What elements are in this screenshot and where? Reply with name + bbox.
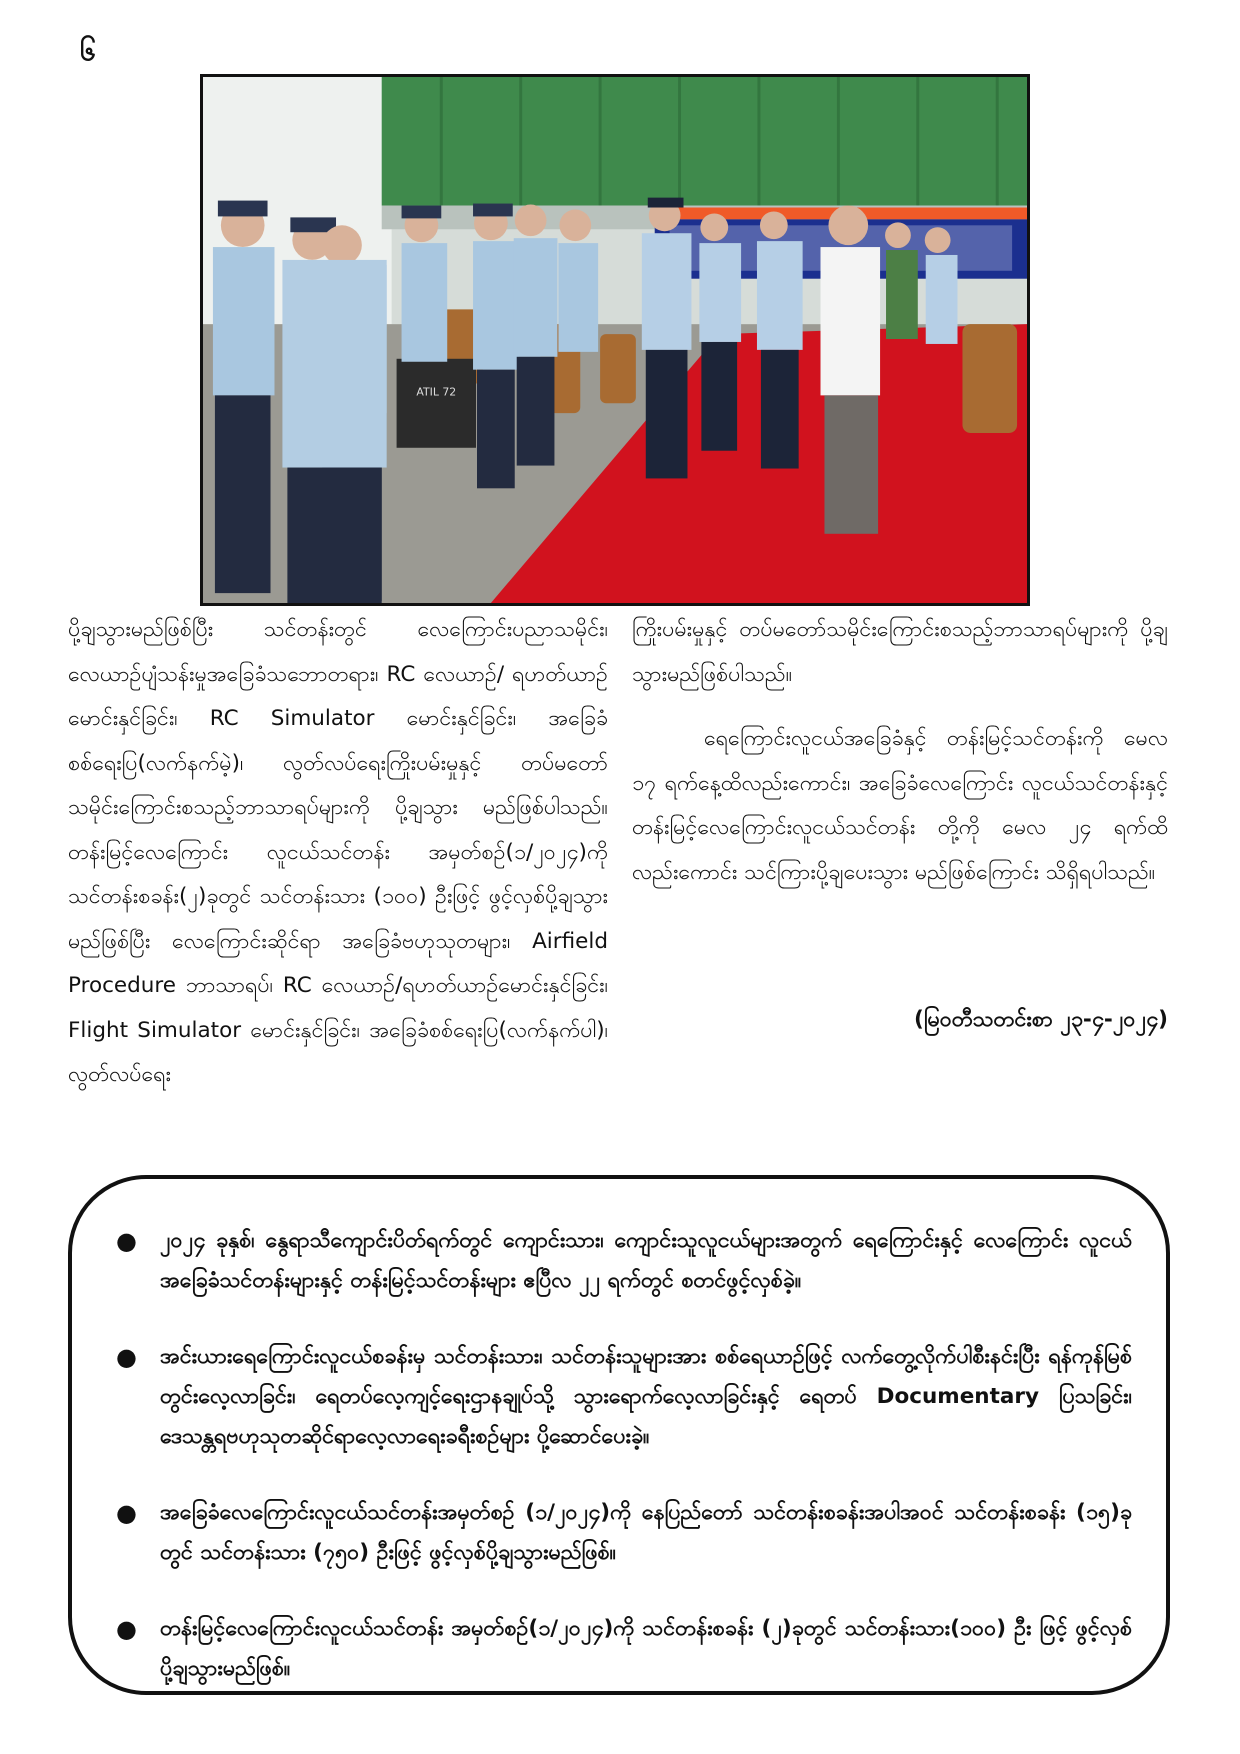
article-left-column bbox=[68, 608, 608, 1133]
ceremony-photo-illustration bbox=[203, 77, 1027, 603]
article-right-column bbox=[632, 608, 1168, 895]
summary-item bbox=[112, 1609, 1132, 1689]
chair-back-label: ATIL 72 bbox=[416, 385, 457, 399]
bullet-icon: ● bbox=[116, 1227, 137, 1255]
article-paragraph-continued: ကြိုးပမ်းမှုနှင့် တပ်မတော်သမိုင်းကြောင်းစသည့်ဘာသာရပ်များကို ပို့ချသွားမည်ဖြစ်ပါသည်။ bbox=[632, 617, 1168, 687]
summary-item-text: ၂၀၂၄ ခုနှစ်၊ နွေရာသီကျောင်းပိတ်ရက်တွင် ကျောင်းသား၊ ကျောင်းသူလူငယ်များအတွက် ရေကြောင်းနှင့် လေကြောင်း လူငယ်အခြေခံသင်တန်းများနှင့် တန်းမြင့်သင်တန်းများ ဧပြီလ ၂၂ ရက်တွင် စတင်ဖွင့်လှစ်ခဲ့။ bbox=[160, 1228, 1132, 1293]
summary-item bbox=[112, 1221, 1132, 1301]
news-photo bbox=[200, 74, 1030, 606]
summary-item-text: တန်းမြင့်လေကြောင်းလူငယ်သင်တန်း အမှတ်စဉ်(၁/၂၀၂၄)ကို သင်တန်းစခန်း (၂)ခုတွင် သင်တန်းသား(၁၀၀) ဦး ဖြင့် ဖွင့်လှစ်ပို့ချသွားမည်ဖြစ်။ bbox=[160, 1616, 1132, 1681]
summary-box bbox=[68, 1175, 1170, 1695]
article-paragraph: ပို့ချသွားမည်ဖြစ်ပြီး သင်တန်းတွင် လေကြောင်းပညာသမိုင်း၊ လေယာဉ်ပျံသန်းမှုအခြေခံသဘောတရား၊ RC လေယာဉ်/ ရဟတ်ယာဉ်မောင်းနှင်ခြင်း၊ RC Simulator မောင်းနှင်ခြင်း၊ အခြေခံစစ်ရေးပြ(လက်နက်မဲ့)၊ လွတ်လပ်ရေးကြိုးပမ်းမှုနှင့် တပ်မတော်သမိုင်းကြောင်းစသည့်ဘာသာရပ်များကို ပို့ချသွား မည်ဖြစ်ပါသည်။ တန်းမြင့်လေကြောင်း လူငယ်သင်တန်း အမှတ်စဉ်(၁/၂၀၂၄)ကို သင်တန်းစခန်း(၂)ခုတွင် သင်တန်းသား (၁၀၀) ဦးဖြင့် ဖွင့်လှစ်ပို့ချသွားမည်ဖြစ်ပြီး လေကြောင်းဆိုင်ရာ အခြေခံဗဟုသုတများ၊ Airfield Procedure ဘာသာရပ်၊ RC လေယာဉ်/ရဟတ်ယာဉ်မောင်းနှင်ခြင်း၊ Flight Simulator မောင်းနှင်ခြင်း၊ အခြေခံစစ်ရေးပြ(လက်နက်ပါ)၊ လွတ်လပ်ရေး bbox=[68, 617, 608, 1087]
bullet-icon: ● bbox=[116, 1615, 137, 1643]
summary-item-text: အခြေခံလေကြောင်းလူငယ်သင်တန်းအမှတ်စဉ် (၁/၂၀၂၄)ကို နေပြည်တော် သင်တန်းစခန်းအပါအဝင် သင်တန်းစခန်း (၁၅)ခုတွင် သင်တန်းသား (၇၅၀) ဦးဖြင့် ဖွင့်လှစ်ပို့ချသွားမည်ဖြစ်။ bbox=[160, 1500, 1132, 1565]
bullet-icon: ● bbox=[116, 1499, 137, 1527]
bullet-icon: ● bbox=[116, 1343, 137, 1371]
summary-list bbox=[112, 1221, 1132, 1689]
summary-item bbox=[112, 1337, 1132, 1457]
article-paragraph-schedule: ရေကြောင်းလူငယ်အခြေခံနှင့် တန်းမြင့်သင်တန်းကို မေလ ၁၇ ရက်နေ့ထိလည်းကောင်း၊ အခြေခံလေကြောင်း လူငယ်သင်တန်းနှင့် တန်းမြင့်လေကြောင်းလူငယ်သင်တန်း တို့ကို မေလ ၂၄ ရက်ထိလည်းကောင်း သင်ကြားပို့ချပေးသွား မည်ဖြစ်ကြောင်း သိရှိရပါသည်။ bbox=[632, 726, 1168, 885]
page-number: ၆ bbox=[80, 34, 96, 67]
summary-item-text: အင်းယားရေကြောင်းလူငယ်စခန်းမှ သင်တန်းသား၊ သင်တန်းသူများအား စစ်ရေယာဉ်ဖြင့် လက်တွေ့လိုက်ပါစီးနင်းပြီး ရန်ကုန်မြစ်တွင်းလေ့လာခြင်း၊ ရေတပ်လေ့ကျင့်ရေးဌာနချုပ်သို့ သွားရောက်လေ့လာခြင်းနှင့် ရေတပ် Documentary ပြသခြင်း၊ ဒေသန္တရဗဟုသုတဆိုင်ရာလေ့လာရေးခရီးစဉ်များ ပို့ဆောင်ပေးခဲ့။ bbox=[160, 1344, 1132, 1449]
news-source: (မြဝတီသတင်းစာ ၂၃-၄-၂၀၂၄) bbox=[914, 1007, 1168, 1032]
hangar-wall bbox=[382, 77, 1027, 206]
summary-item bbox=[112, 1493, 1132, 1573]
